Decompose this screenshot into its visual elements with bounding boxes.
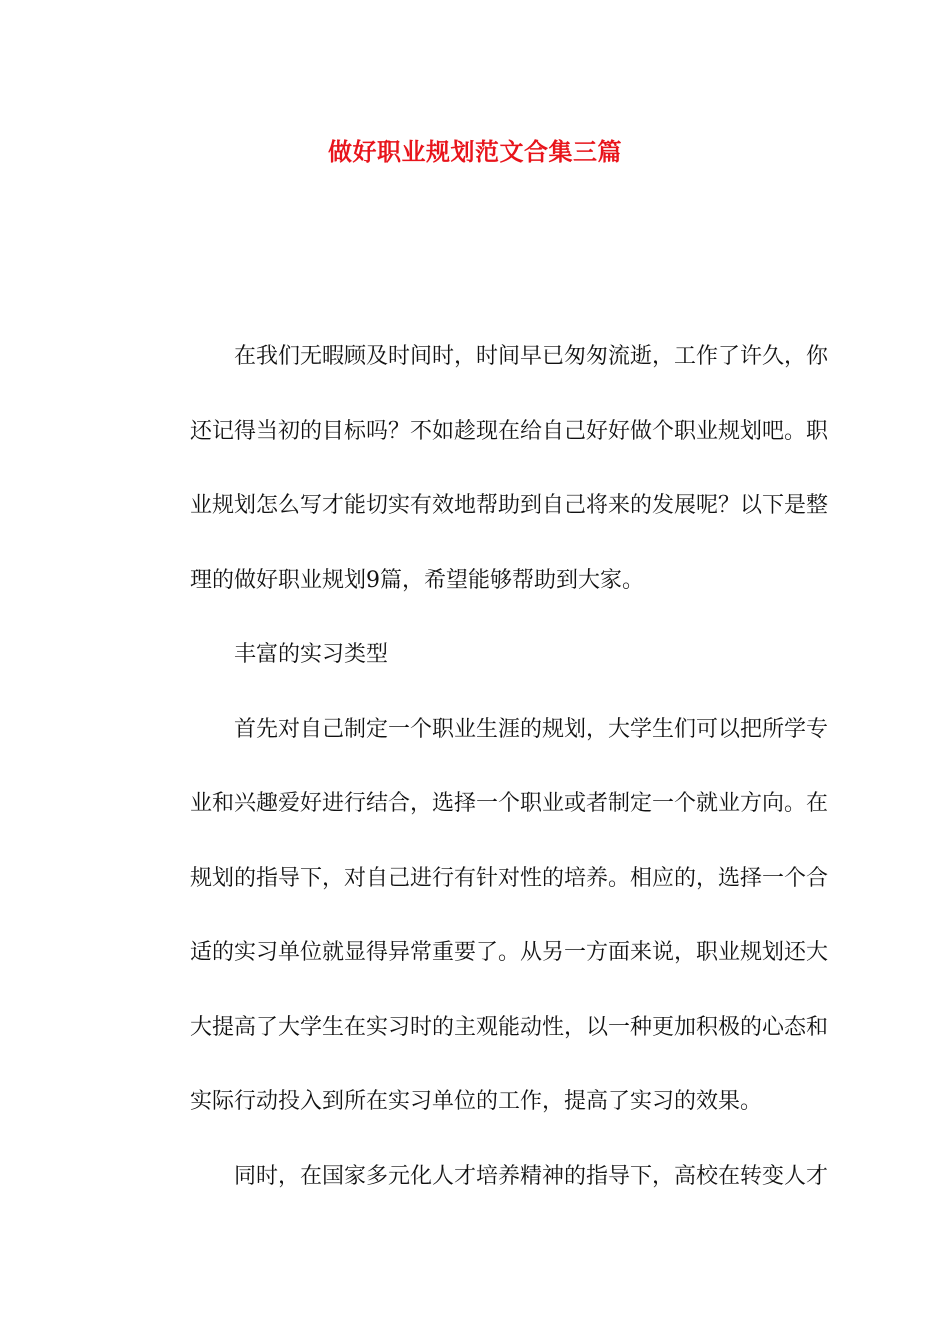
text-line: 丰富的实习类型 bbox=[234, 642, 389, 667]
paragraph-body-1 bbox=[146, 693, 829, 1140]
text-line: 业规划怎么写才能切实有效地帮助到自己将来的发展呢？以下是整 bbox=[190, 493, 829, 518]
text-line: 同时，在国家多元化人才培养精神的指导下，高校在转变人才 bbox=[234, 1163, 829, 1189]
text-line: 理的做好职业规划9篇，希望能够帮助到大家。 bbox=[190, 567, 644, 593]
paragraph-intro bbox=[146, 320, 829, 618]
document-title: 做好职业规划范文合集三篇 bbox=[328, 137, 622, 166]
text-line: 适的实习单位就显得异常重要了。从另一方面来说，职业规划还大 bbox=[190, 940, 829, 965]
section-heading bbox=[146, 618, 806, 693]
text-line: 在我们无暇顾及时间时，时间早已匆匆流逝，工作了许久，你 bbox=[234, 344, 829, 369]
text-line: 大提高了大学生在实习时的主观能动性，以一种更加积极的心态和 bbox=[190, 1014, 829, 1040]
text-line: 实际行动投入到所在实习单位的工作，提高了实习的效果。 bbox=[190, 1089, 763, 1114]
text-line: 还记得当初的目标吗？不如趁现在给自己好好做个职业规划吧。职 bbox=[190, 418, 829, 444]
document-body bbox=[146, 320, 829, 1214]
text-line: 规划的指导下，对自己进行有针对性的培养。相应的，选择一个合 bbox=[190, 865, 829, 891]
text-line: 首先对自己制定一个职业生涯的规划，大学生们可以把所学专 bbox=[234, 716, 829, 742]
paragraph-body-2 bbox=[146, 1140, 829, 1215]
text-line: 业和兴趣爱好进行结合，选择一个职业或者制定一个就业方向。在 bbox=[190, 791, 829, 816]
